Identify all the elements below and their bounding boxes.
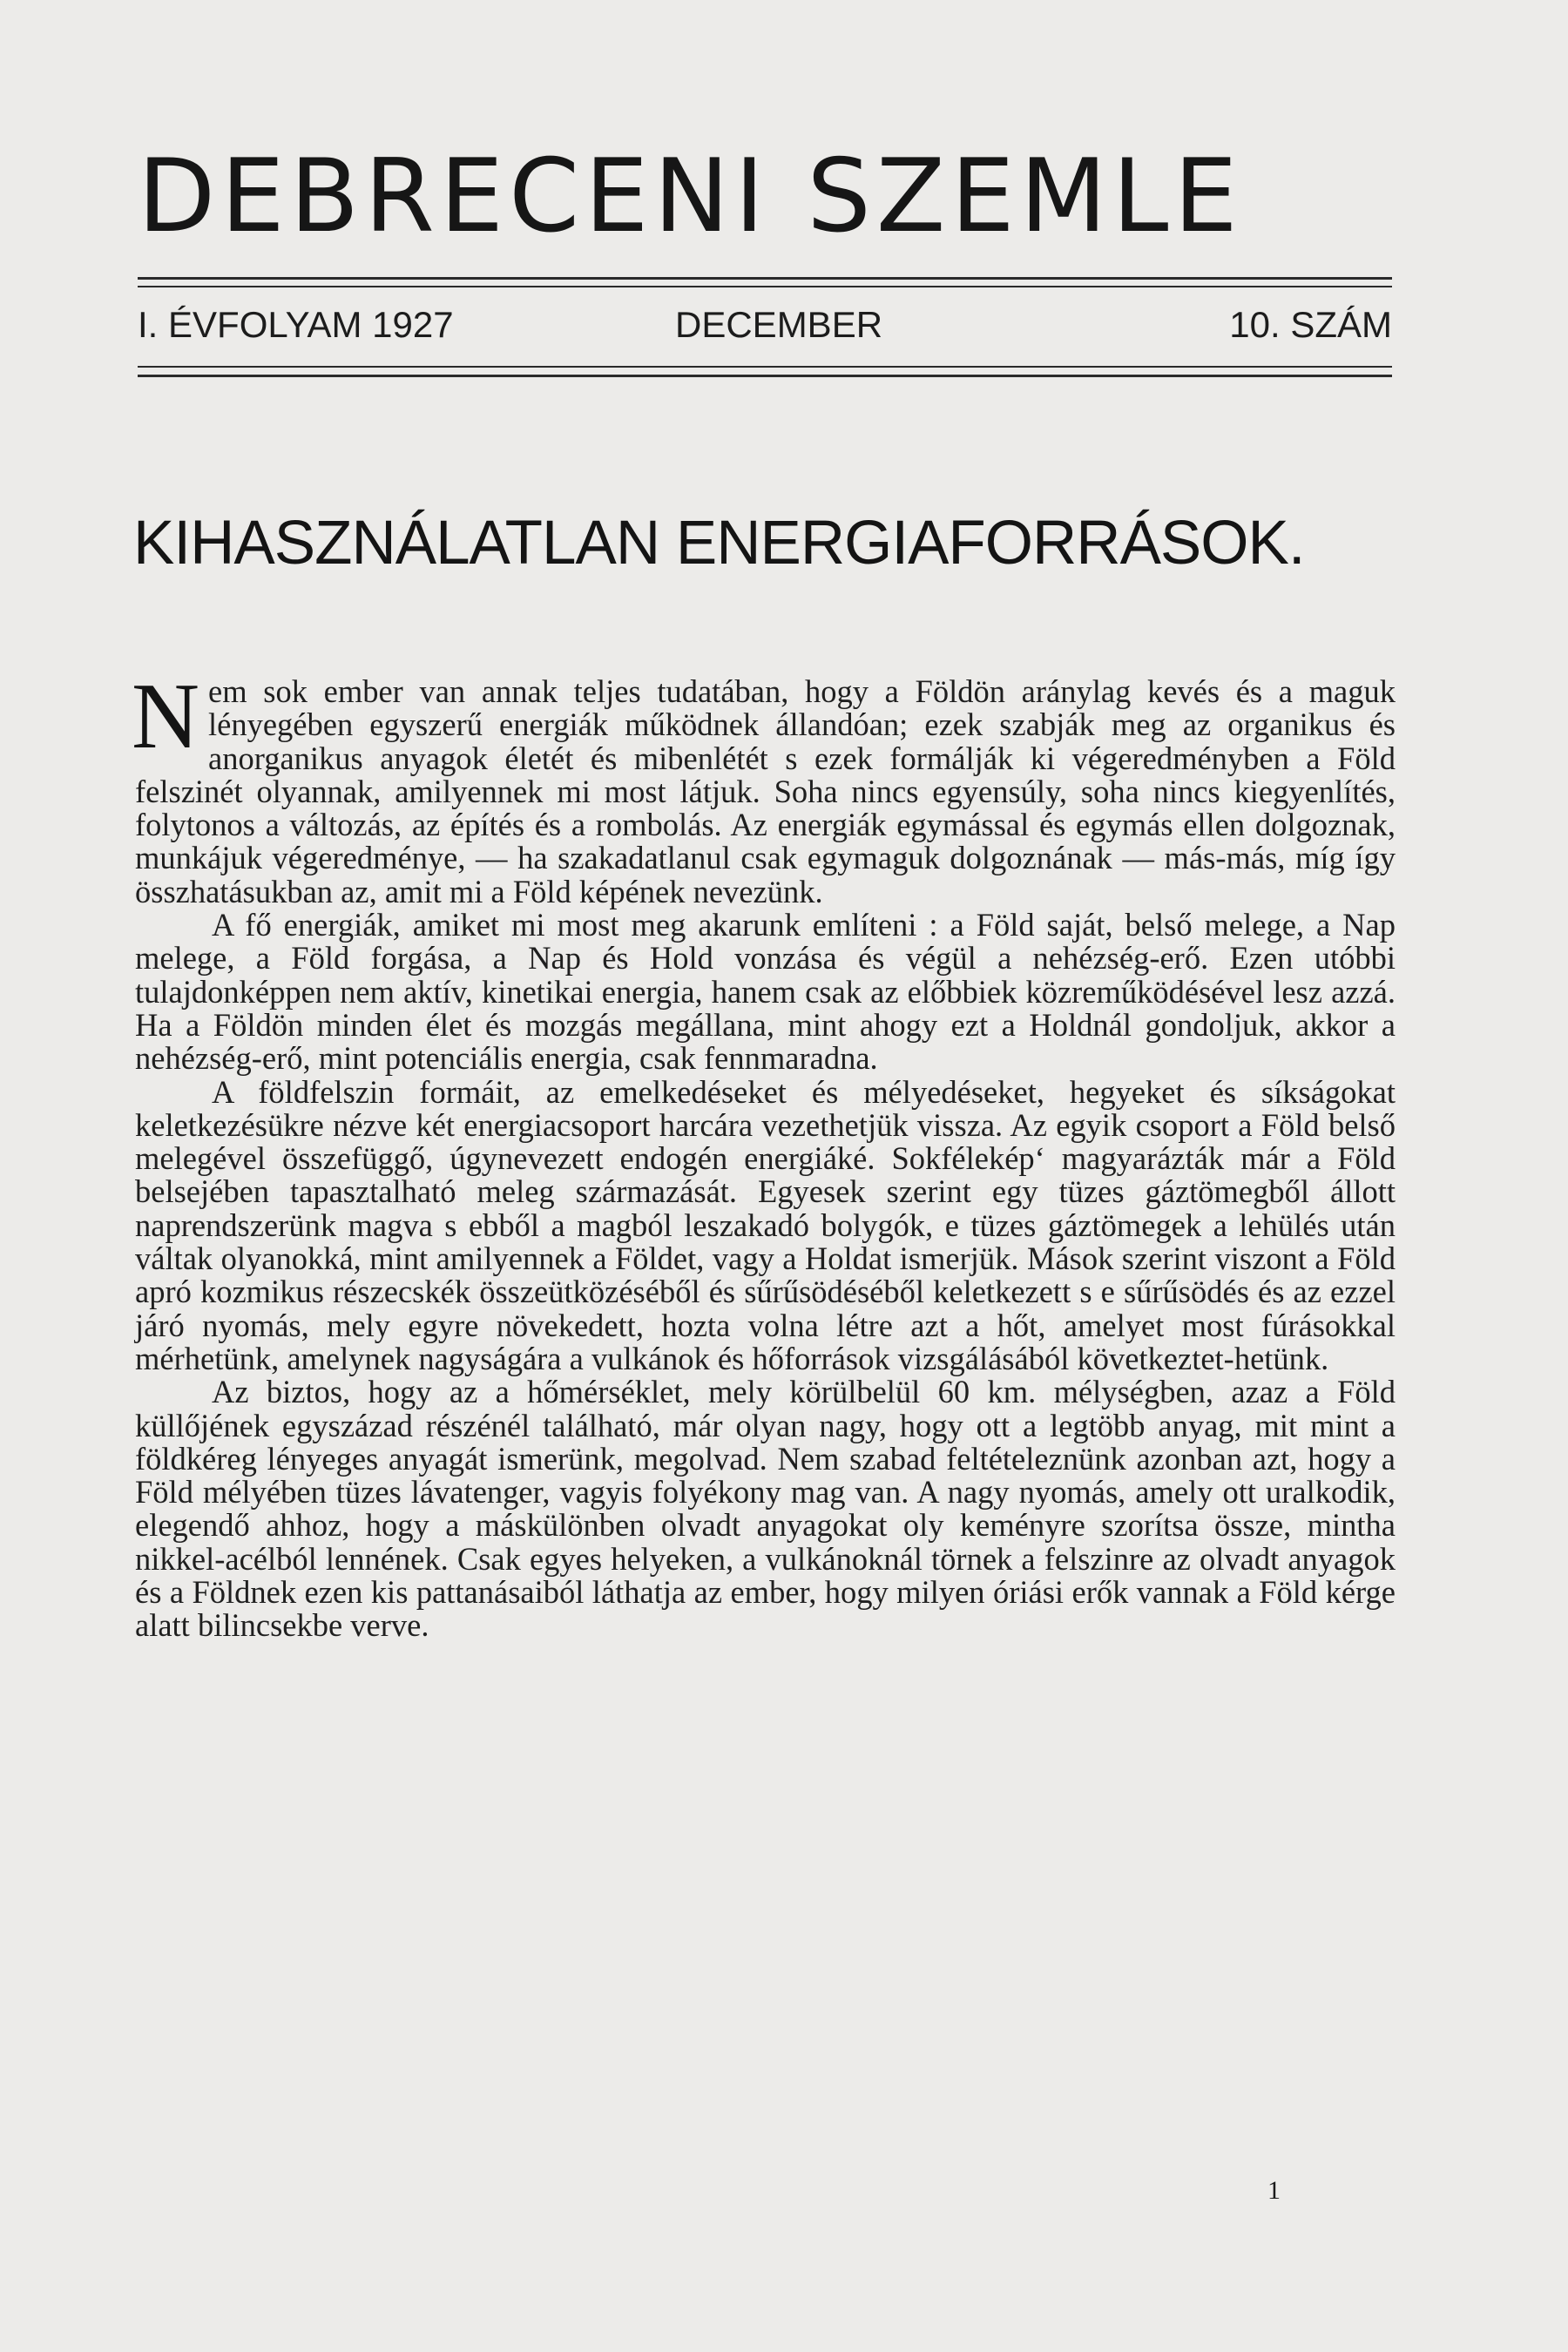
page-number: 1 (1267, 2176, 1281, 2205)
issue-month: DECEMBER (675, 304, 883, 345)
masthead-rule-bottom-thin (138, 366, 1392, 368)
issue-number: 10. SZÁM (1229, 304, 1392, 345)
masthead-rule-bottom (138, 375, 1392, 377)
article-body (132, 665, 1396, 1644)
article-title: KIHASZNÁLATLAN ENERGIAFORRÁSOK. (133, 509, 1305, 578)
drop-cap: N (132, 665, 199, 768)
masthead-rule-top (138, 277, 1392, 280)
paragraph: A földfelszin formáit, az emelkedéseket és mélyedéseket, hegyeket és síkságokat keletkezésükre nézve két energiacsoport harcára vezethetjük vissza. Az egyik csoport a Föld belső melegével összefüggő, úgynevezett endogén energiáké. Sokféleképʻ magyarázták már a Föld belsejében tapasztalható meleg származását. Egyesek szerint egy tüzes gáztömegből állott naprendszerünk magva s ebből a magból leszakadó bolygók, e tüzes gáztömegek a lehülés után váltak olyanokká, mint amilyennek a Földet, vagy a Holdat ismerjük. Mások szerint viszont a Föld apró kozmikus részecskék összeütközéséből és sűrűsödéséből keletkezett s e sűrűsödés és az ezzel járó nyomás, mely egyre növekedett, hozta volna létre azt a hőt, amelyet most fúrásokkal mérhetünk, amelynek nagyságára a vulkánok és hőforrások vizsgálásából következtet-hetünk. (135, 1073, 1396, 1376)
paragraph (132, 665, 1396, 909)
paragraph: A fő energiák, amiket mi most meg akarunk említeni : a Föld saját, belső melege, a Nap melege, a Föld forgása, a Nap és Hold vonzása és végül a nehézség-erő. Ezen utóbbi tulajdonképpen nem aktív, kinetikai energia, hanem csak az előbbiek közreműködésével lesz azzá. Ha a Földön minden élet és mozgás megállana, mint ahogy ezt a Holdnál gondoljuk, akkor a nehézség-erő, mint potenciális energia, csak fennmaradna. (135, 907, 1396, 1077)
paragraph-text: em sok ember van annak teljes tudatában, hogy a Földön aránylag kevés és a maguk lényegében egyszerű energiák működnek állandóan; ezek szabják meg az organikus és anorganikus anyagok életét és mibenlétét s ezek formálják ki végeredményben a Föld felszinét olyannak, amilyennek mi most látjuk. Soha nincs egyensúly, soha nincs kiegyenlítés, folytonos a változás, az építés és a rombolás. Az energiák egymással és egymás ellen dolgoznak, munkájuk végeredménye, — ha szakadatlanul csak egymaguk dolgoznának — más-más, míg így összhatásukban az, amit mi a Föld képének nevezünk. (135, 673, 1396, 909)
issue-volume: I. ÉVFOLYAM 1927 (138, 304, 454, 345)
masthead-title: DEBRECENI SZEMLE (138, 138, 1243, 255)
paragraph: Az biztos, hogy az a hőmérséklet, mely körülbelül 60 km. mélységben, azaz a Föld küllőjének egyszázad részénél található, már olyan nagy, hogy ott a legtöbb anyag, mit mint a földkéreg lényeges anyagát ismerünk, megolvad. Nem szabad feltételeznünk azonban azt, hogy a Föld mélyében tüzes lávatenger, vagyis folyékony mag van. A nagy nyomás, amely ott uralkodik, elegendő ahhoz, hogy a máskülönben olvadt anyagokat oly keményre szorítsa össze, mintha nikkel-acélból lennének. Csak egyes helyeken, a vulkánoknál törnek a felszinre az olvadt anyagok és a Földnek ezen kis pattanásaiból láthatja az ember, hogy milyen óriási erők vannak a Föld kérge alatt bilincsekbe verve. (135, 1374, 1396, 1644)
masthead-rule-top-thin (138, 286, 1392, 287)
